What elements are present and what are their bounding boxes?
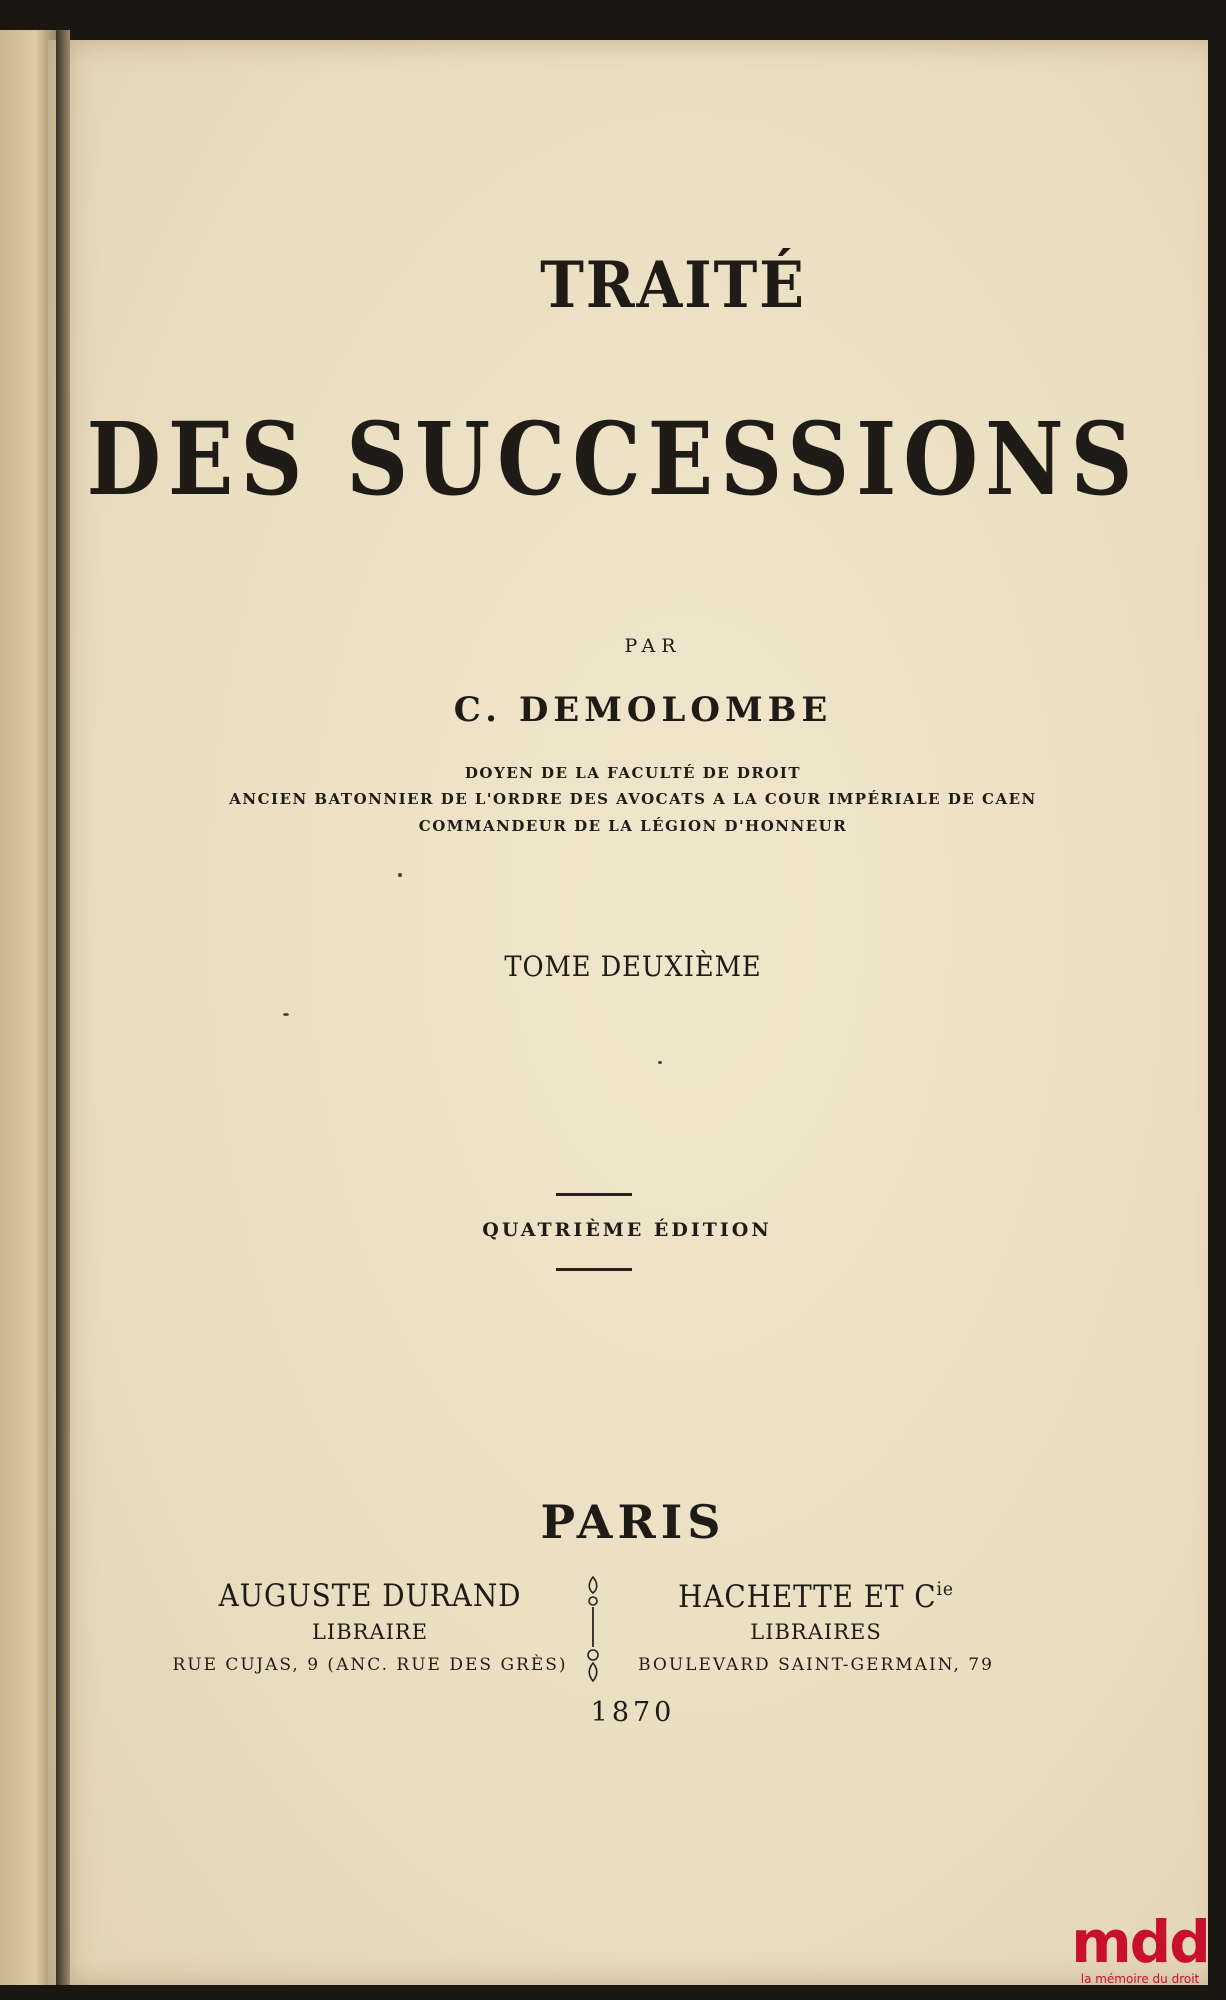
imprint-city: PARIS [540,1495,726,1549]
publisher-address: BOULEVARD SAINT-GERMAIN, 79 [638,1655,994,1675]
author-credential: DOYEN DE LA FACULTÉ DE DROIT [464,764,802,782]
author-credential: COMMANDEUR DE LA LÉGION D'HONNEUR [418,817,848,835]
author-credential: ANCIEN BATONNIER DE L'ORDRE DES AVOCATS A LA COUR IMPÉRIALE DE CAEN [229,790,1037,808]
publisher-address: RUE CUJAS, 9 (ANC. RUE DES GRÈS) [172,1655,568,1675]
by-label: PAR [624,635,682,657]
watermark-logo [1060,1908,1220,1992]
publisher-name-superscript: ie [936,1578,954,1600]
title-page [48,40,1208,1985]
watermark-mark: mdd [1071,1908,1209,1976]
paper-speck [398,873,402,877]
author-name: C. DEMOLOMBE [453,690,833,730]
publisher-role: LIBRAIRES [750,1620,882,1644]
book-gutter [56,30,70,1985]
imprint-year: 1870 [590,1697,676,1728]
edition-rule-bottom [556,1268,632,1271]
publisher-name-text: HACHETTE ET C [678,1579,937,1615]
paper-speck [658,1061,662,1064]
watermark-tagline: la mémoire du droit [1080,1972,1200,1986]
title-line-1: TRAITÉ [540,248,806,323]
paper-speck [283,1013,289,1016]
title-line-2: DES SUCCESSIONS [86,400,1140,518]
publisher-name [627,1578,1005,1615]
publisher-role: LIBRAIRE [311,1620,429,1644]
volume-label: TOME DEUXIÈME [504,950,762,983]
publisher-name: AUGUSTE DURAND [218,1578,522,1614]
edition-rule-top [556,1193,632,1196]
edition-label: QUATRIÈME ÉDITION [482,1219,772,1241]
